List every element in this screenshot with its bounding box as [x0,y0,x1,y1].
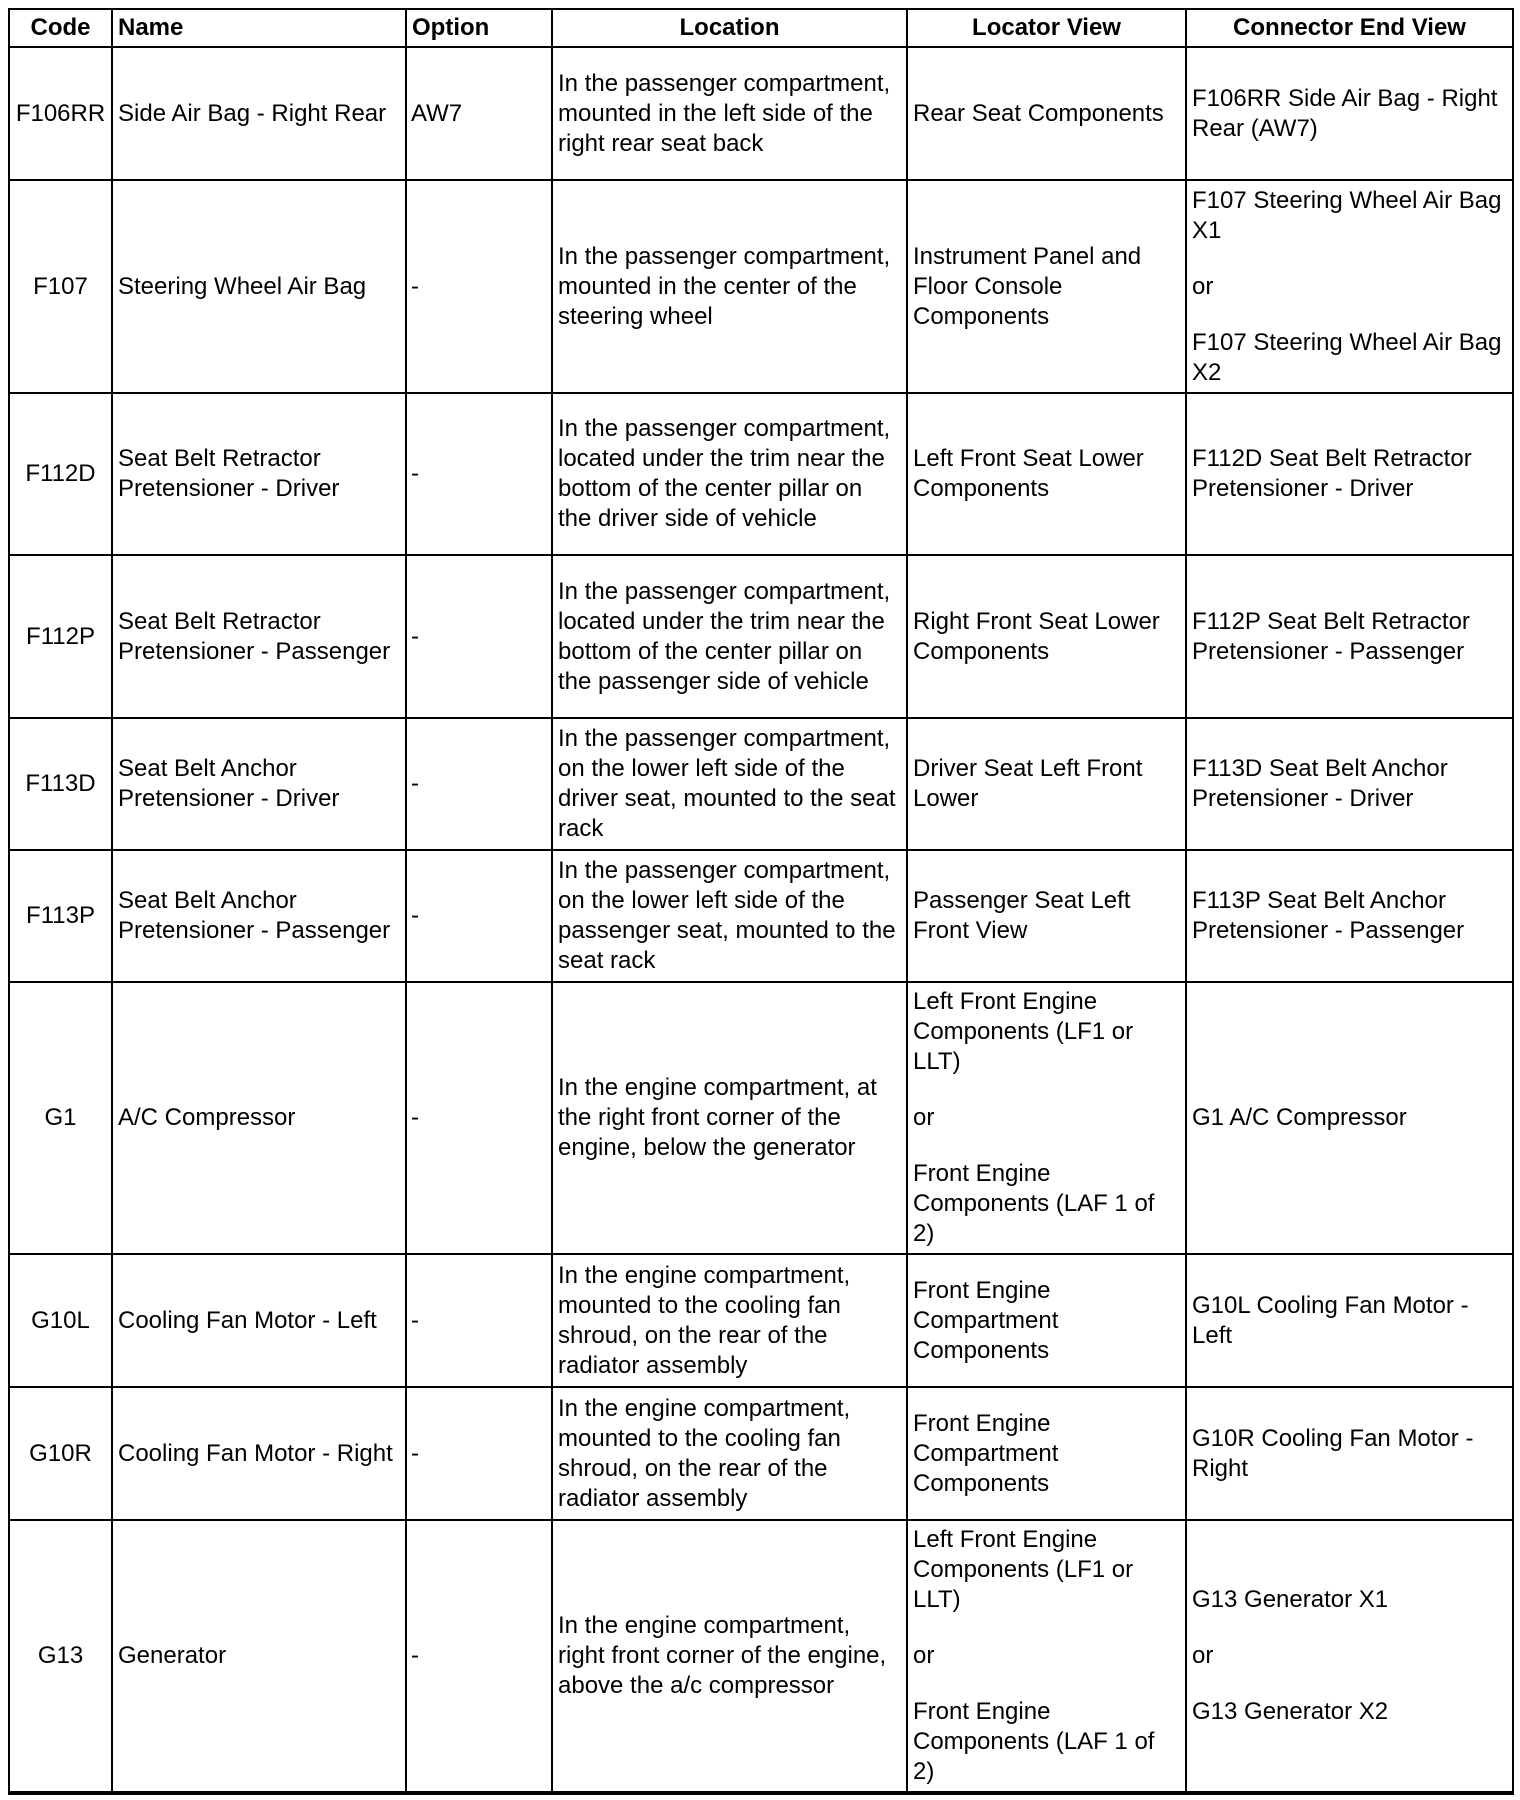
connector-end-view-cell [1186,718,1513,850]
location-cell: In the passenger compartment, mounted in the left side of the right rear seat back [552,47,907,180]
connector-end-view-text: F107 Steering Wheel Air Bag X2 [1192,328,1502,386]
option-cell: - [406,1254,552,1387]
table-row [9,180,1513,393]
connector-end-view-cell [1186,555,1513,718]
connector-end-view-cell [1186,1254,1513,1387]
code-cell: F113P [9,850,112,982]
connector-end-view-text: G10R Cooling Fan Motor - Right [1192,1424,1474,1482]
connector-end-view-text: G1 A/C Compressor [1192,1104,1407,1131]
header-code: Code [9,9,112,47]
code-cell: G10L [9,1254,112,1387]
table-row [9,47,1513,180]
connector-end-view-cell [1186,1387,1513,1520]
table-row [9,393,1513,555]
locator-view-text: Left Front Engine Components (LF1 or LLT) [913,988,1134,1075]
locator-view-text: Passenger Seat Left Front View [913,887,1131,944]
code-cell: G13 [9,1520,112,1793]
locator-view-text: Front Engine Compartment Components [913,1276,1059,1364]
locator-view-text: Instrument Panel and Floor Console Components [913,242,1142,330]
locator-view-text: Driver Seat Left Front Lower [913,755,1143,812]
location-cell: In the engine compartment, at the right front corner of the engine, below the generator [552,982,907,1254]
option-cell: - [406,555,552,718]
header-connector-end-view: Connector End View [1186,9,1513,47]
locator-view-cell [907,718,1186,850]
connector-end-view-text: F106RR Side Air Bag - Right Rear (AW7) [1192,84,1498,142]
name-cell: Generator [112,1520,406,1793]
name-cell: Seat Belt Anchor Pretensioner - Driver [112,718,406,850]
or-separator: or [913,1104,935,1131]
code-cell: F112D [9,393,112,555]
option-cell: - [406,718,552,850]
header-location: Location [552,9,907,47]
option-cell: - [406,393,552,555]
location-cell: In the passenger compartment, on the lower left side of the driver seat, mounted to the seat rack [552,718,907,850]
table-row [9,718,1513,850]
connector-end-view-cell [1186,47,1513,180]
spacer [1192,1615,1507,1641]
table-row [9,982,1513,1254]
option-cell: - [406,1387,552,1520]
option-cell: - [406,1520,552,1793]
option-cell: - [406,180,552,393]
code-cell: F113D [9,718,112,850]
connector-end-view-text: F113D Seat Belt Anchor Pretensioner - Driver [1192,755,1448,812]
locator-view-text: Front Engine Compartment Components [913,1409,1059,1497]
locator-view-cell [907,180,1186,393]
or-separator: or [1192,272,1214,300]
locator-view-cell [907,850,1186,982]
locator-view-text: Rear Seat Components [913,99,1164,127]
spacer [1192,246,1507,272]
locator-view-cell [907,1387,1186,1520]
location-cell: In the engine compartment, right front corner of the engine, above the a/c compressor [552,1520,907,1793]
name-cell: Seat Belt Retractor Pretensioner - Passenger [112,555,406,718]
or-separator: or [1192,1642,1214,1669]
spacer [913,1077,1180,1103]
connector-end-view-text: F107 Steering Wheel Air Bag X1 [1192,186,1502,244]
code-cell: G1 [9,982,112,1254]
spacer [913,1615,1180,1641]
component-locator-table [8,8,1514,1795]
connector-end-view-text: G13 Generator X2 [1192,1698,1389,1725]
or-separator: or [913,1642,935,1669]
connector-end-view-text: F113P Seat Belt Anchor Pretensioner - Passenger [1192,887,1465,944]
locator-view-cell [907,1254,1186,1387]
header-row [9,9,1513,47]
table-row [9,850,1513,982]
locator-view-cell [907,1520,1186,1793]
name-cell: A/C Compressor [112,982,406,1254]
spacer [913,1133,1180,1159]
name-cell: Seat Belt Retractor Pretensioner - Driver [112,393,406,555]
connector-end-view-cell [1186,982,1513,1254]
location-cell: In the passenger compartment, mounted in the center of the steering wheel [552,180,907,393]
name-cell: Seat Belt Anchor Pretensioner - Passenger [112,850,406,982]
spacer [1192,302,1507,328]
code-cell: F107 [9,180,112,393]
name-cell: Side Air Bag - Right Rear [112,47,406,180]
connector-end-view-cell [1186,180,1513,393]
name-cell: Cooling Fan Motor - Right [112,1387,406,1520]
table-row [9,1387,1513,1520]
code-cell: F106RR [9,47,112,180]
option-cell: - [406,850,552,982]
location-cell: In the engine compartment, mounted to the cooling fan shroud, on the rear of the radiator assembly [552,1254,907,1387]
location-cell: In the passenger compartment, located under the trim near the bottom of the center pillar on the passenger side of vehicle [552,555,907,718]
connector-end-view-cell [1186,393,1513,555]
locator-view-text: Right Front Seat Lower Components [913,607,1160,665]
table-row [9,1520,1513,1793]
locator-view-cell [907,393,1186,555]
locator-view-cell [907,555,1186,718]
option-cell: - [406,982,552,1254]
name-cell: Cooling Fan Motor - Left [112,1254,406,1387]
code-cell: F112P [9,555,112,718]
header-option: Option [406,9,552,47]
location-cell: In the passenger compartment, located under the trim near the bottom of the center pillar on the driver side of vehicle [552,393,907,555]
spacer [913,1671,1180,1697]
table-row [9,555,1513,718]
connector-end-view-cell [1186,850,1513,982]
connector-end-view-text: F112D Seat Belt Retractor Pretensioner - Driver [1192,445,1472,502]
option-cell: AW7 [406,47,552,180]
code-cell: G10R [9,1387,112,1520]
connector-end-view-text: G10L Cooling Fan Motor - Left [1192,1291,1469,1349]
locator-view-text: Left Front Seat Lower Components [913,445,1144,502]
locator-view-text: Front Engine Components (LAF 1 of 2) [913,1698,1155,1785]
name-cell: Steering Wheel Air Bag [112,180,406,393]
location-cell: In the engine compartment, mounted to the cooling fan shroud, on the rear of the radiator assembly [552,1387,907,1520]
locator-view-text: Front Engine Components (LAF 1 of 2) [913,1160,1155,1247]
header-name: Name [112,9,406,47]
location-cell: In the passenger compartment, on the lower left side of the passenger seat, mounted to the seat rack [552,850,907,982]
locator-view-text: Left Front Engine Components (LF1 or LLT) [913,1526,1134,1613]
locator-view-cell [907,47,1186,180]
spacer [1192,1671,1507,1697]
connector-end-view-cell [1186,1520,1513,1793]
header-locator-view: Locator View [907,9,1186,47]
locator-view-cell [907,982,1186,1254]
connector-end-view-text: G13 Generator X1 [1192,1586,1389,1613]
connector-end-view-text: F112P Seat Belt Retractor Pretensioner - Passenger [1192,607,1470,665]
table-row [9,1254,1513,1387]
